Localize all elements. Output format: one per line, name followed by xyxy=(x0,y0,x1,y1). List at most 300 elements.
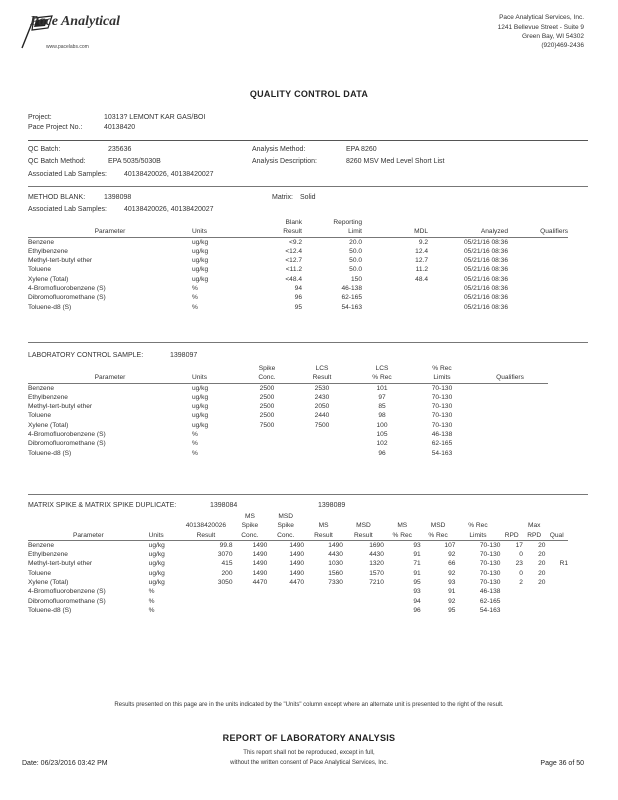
cell-spike-conc: 7500 xyxy=(259,421,275,429)
project-number-label: Pace Project No.: xyxy=(28,124,83,131)
header-lcs-rec: LCS xyxy=(375,365,389,372)
cell-qual xyxy=(545,587,568,596)
header-max: Max xyxy=(527,522,541,530)
header-result: Result xyxy=(196,531,216,539)
table-row xyxy=(28,393,548,402)
table-row xyxy=(28,449,548,458)
cell-units: ug/kg xyxy=(192,247,209,255)
cell-lcs-result xyxy=(292,449,352,458)
cell-analyzed: 05/21/16 08:36 xyxy=(464,266,508,274)
qc-method-label: QC Batch Method: xyxy=(28,158,86,165)
cell-reporting-limit: 20.0 xyxy=(349,238,362,246)
cell-reporting-limit: 50.0 xyxy=(349,257,362,265)
cell-limits: 46-138 xyxy=(479,588,501,596)
cell-ms-result: 1030 xyxy=(328,560,343,568)
cell-rpd xyxy=(500,597,523,606)
matrix-label: Matrix: xyxy=(272,194,293,201)
header-reporting: Reporting xyxy=(333,219,362,226)
cell-msd-rec: 107 xyxy=(444,541,456,549)
cell-ms-result: 7330 xyxy=(328,579,343,587)
header-pct-rec: % Rec xyxy=(372,374,392,382)
cell-msd-spike xyxy=(267,606,304,615)
header-qual: Qual xyxy=(549,531,564,539)
cell-msd-spike xyxy=(267,597,304,606)
cell-units: ug/kg xyxy=(192,266,209,274)
cell-blank-result: <12.4 xyxy=(285,247,302,255)
cell-ms-spike xyxy=(233,606,268,615)
cell-max-rpd: 20 xyxy=(538,579,546,587)
header-rec: % Rec xyxy=(432,365,452,372)
lcs-table xyxy=(28,364,548,458)
cell-reporting-limit: 150 xyxy=(350,275,362,283)
divider xyxy=(28,342,588,343)
cell-limits: 62-165 xyxy=(431,440,453,448)
table-header-row xyxy=(28,521,568,530)
cell-qualifiers xyxy=(472,383,548,393)
table-row xyxy=(28,597,568,606)
cell-lcs-rec: 85 xyxy=(378,403,386,411)
page-number: Page 36 of 50 xyxy=(540,760,584,767)
cell-limits: 46-138 xyxy=(431,431,453,439)
cell-ms-spike xyxy=(233,597,268,606)
cell-ms-rec: 95 xyxy=(413,579,421,587)
cell-lcs-rec: 97 xyxy=(378,393,386,401)
analysis-method-value: EPA 8260 xyxy=(346,146,377,153)
header-parameter: Parameter xyxy=(72,531,104,539)
cell-qualifiers xyxy=(508,293,568,302)
cell-mdl: 11.2 xyxy=(415,266,428,274)
msd-table xyxy=(28,512,568,615)
cell-sample-result xyxy=(179,587,232,596)
cell-mdl: 48.4 xyxy=(415,275,428,283)
cell-ms-result: 1490 xyxy=(328,541,343,549)
cell-msd-result: 1570 xyxy=(369,569,384,577)
cell-blank-result: <48.4 xyxy=(285,275,302,283)
cell-qualifiers xyxy=(508,256,568,265)
cell-limits: 54-163 xyxy=(479,606,501,614)
cell-units: ug/kg xyxy=(148,569,165,577)
cell-units: % xyxy=(148,597,155,605)
cell-units: ug/kg xyxy=(192,275,209,283)
cell-max-rpd: 20 xyxy=(538,560,546,568)
header-parameter: Parameter xyxy=(94,228,126,236)
table-header-row xyxy=(28,364,548,373)
table-row xyxy=(28,303,568,312)
cell-units: % xyxy=(192,294,198,302)
cell-lcs-rec: 102 xyxy=(376,440,388,448)
address-line: Pace Analytical Services, Inc. xyxy=(499,14,584,21)
cell-rpd: 17 xyxy=(515,541,523,549)
cell-units: ug/kg xyxy=(148,579,165,587)
header-rec: % Rec xyxy=(468,522,488,530)
cell-limits: 70-130 xyxy=(479,541,501,549)
cell-qualifiers xyxy=(508,275,568,284)
cell-analyzed: 05/21/16 08:36 xyxy=(464,257,508,265)
cell-lcs-rec: 98 xyxy=(378,412,386,420)
cell-units: ug/kg xyxy=(192,384,209,392)
cell-reporting-limit: 54-163 xyxy=(341,303,362,311)
table-header-row xyxy=(28,512,568,521)
header-units: Units xyxy=(192,228,208,236)
cell-mdl: 9.2 xyxy=(418,238,428,246)
cell-msd-spike: 1490 xyxy=(289,560,305,568)
cell-units: ug/kg xyxy=(148,541,165,549)
table-row xyxy=(28,237,568,247)
cell-limits: 70-130 xyxy=(431,421,453,429)
cell-qualifiers xyxy=(472,430,548,439)
cell-blank-result: <12.7 xyxy=(285,257,302,265)
header-rpd: RPD xyxy=(504,531,519,539)
header-ms-rec: MS xyxy=(397,522,408,530)
cell-units: ug/kg xyxy=(192,403,209,411)
cell-mdl xyxy=(362,284,428,293)
cell-parameter: Xylene (Total) xyxy=(28,579,69,587)
cell-sample-result: 200 xyxy=(221,569,233,577)
cell-qualifiers xyxy=(508,265,568,274)
cell-limits: 70-130 xyxy=(431,393,453,401)
cell-limits: 70-130 xyxy=(431,384,453,392)
cell-msd-result: 4430 xyxy=(369,551,384,559)
cell-qual xyxy=(545,606,568,615)
cell-ms-spike: 1490 xyxy=(252,551,268,559)
cell-blank-result: 94 xyxy=(294,285,302,293)
project-number-value: 40138420 xyxy=(104,124,136,131)
cell-units: % xyxy=(192,285,198,293)
page-title: QUALITY CONTROL DATA xyxy=(249,89,369,99)
table-header-row xyxy=(28,531,568,541)
cell-units: ug/kg xyxy=(192,421,209,429)
header-max-rpd: RPD xyxy=(527,531,542,539)
cell-limits: 70-130 xyxy=(479,560,501,568)
cell-analyzed: 05/21/16 08:36 xyxy=(464,238,508,246)
header-result: Result xyxy=(283,228,302,236)
logo-url: www.pacelabs.com xyxy=(46,44,89,50)
cell-units: ug/kg xyxy=(192,238,209,246)
table-row xyxy=(28,606,568,615)
cell-parameter: Dibromofluoromethane (S) xyxy=(28,597,106,605)
cell-mdl: 12.4 xyxy=(415,247,428,255)
qc-batch-label: QC Batch: xyxy=(28,146,61,153)
table-header-row xyxy=(28,227,568,237)
header-pct-rec: % Rec xyxy=(428,531,448,539)
cell-parameter: Methyl-tert-butyl ether xyxy=(28,257,93,265)
header-msd-result: MSD xyxy=(356,522,371,530)
cell-ms-rec: 91 xyxy=(413,551,421,559)
assoc-value: 40138420026, 40138420027 xyxy=(124,171,214,178)
cell-spike-conc xyxy=(242,430,292,439)
header-result: Result xyxy=(354,531,373,539)
cell-parameter: Toluene-d8 (S) xyxy=(28,303,72,311)
cell-sample-result: 415 xyxy=(221,560,233,568)
cell-lcs-rec: 100 xyxy=(376,421,388,429)
cell-qualifiers xyxy=(472,439,548,448)
cell-ms-rec: 93 xyxy=(413,541,421,549)
cell-msd-rec: 92 xyxy=(448,551,456,559)
cell-rpd: 0 xyxy=(519,551,523,559)
cell-analyzed: 05/21/16 08:36 xyxy=(464,285,508,293)
cell-blank-result: <9.2 xyxy=(288,238,302,246)
header-qualifiers: Qualifiers xyxy=(496,374,524,382)
divider xyxy=(28,494,588,495)
header-ms-result: MS xyxy=(318,522,329,530)
address-line: Green Bay, WI 54302 xyxy=(521,33,584,40)
cell-ms-rec: 91 xyxy=(413,569,421,577)
cell-sample-result xyxy=(179,606,232,615)
cell-units: ug/kg xyxy=(148,551,165,559)
cell-qualifiers xyxy=(508,284,568,293)
cell-parameter: 4-Bromofluorobenzene (S) xyxy=(28,285,106,293)
cell-spike-conc xyxy=(242,449,292,458)
table-row xyxy=(28,550,568,559)
cell-msd-spike: 1490 xyxy=(289,551,305,559)
cell-parameter: Toluene-d8 (S) xyxy=(28,606,72,614)
cell-ms-result: 4430 xyxy=(328,551,343,559)
cell-qualifiers xyxy=(472,411,548,420)
table-header-row xyxy=(28,218,568,227)
cell-parameter: Xylene (Total) xyxy=(28,275,69,283)
cell-ms-result xyxy=(304,597,343,606)
cell-ms-rec: 71 xyxy=(413,560,421,568)
cell-rpd xyxy=(500,587,523,596)
cell-msd-result xyxy=(343,587,384,596)
qc-method-value: EPA 5035/5030B xyxy=(108,158,161,165)
cell-parameter: Toluene xyxy=(28,266,52,274)
table-row xyxy=(28,540,568,550)
cell-parameter: Methyl-tert-butyl ether xyxy=(28,560,93,568)
cell-spike-conc: 2500 xyxy=(259,393,275,401)
msd-id: 1398089 xyxy=(318,502,346,509)
cell-max-rpd: 20 xyxy=(538,569,546,577)
cell-msd-rec: 66 xyxy=(448,560,456,568)
cell-qualifiers xyxy=(508,247,568,256)
cell-analyzed: 05/21/16 08:36 xyxy=(464,247,508,255)
cell-lcs-result: 2050 xyxy=(314,403,330,411)
method-blank-table xyxy=(28,218,568,312)
cell-msd-spike: 1490 xyxy=(289,541,305,549)
header-units: Units xyxy=(148,531,164,539)
method-blank-id: 1398098 xyxy=(104,194,132,201)
cell-qual xyxy=(545,578,568,587)
table-row xyxy=(28,559,568,568)
cell-rpd xyxy=(500,606,523,615)
cell-analyzed: 05/21/16 08:36 xyxy=(464,275,508,283)
cell-max-rpd: 20 xyxy=(538,541,546,549)
cell-lcs-result: 7500 xyxy=(314,421,330,429)
cell-qual xyxy=(545,569,568,578)
cell-parameter: Toluene xyxy=(28,569,52,577)
header-blank: Blank xyxy=(285,219,302,226)
cell-reporting-limit: 62-165 xyxy=(341,294,362,302)
cell-ms-spike: 1490 xyxy=(252,569,268,577)
cell-lcs-rec: 96 xyxy=(378,449,386,457)
address-line: 1241 Bellevue Street - Suite 9 xyxy=(497,24,584,31)
ms-id: 1398084 xyxy=(210,502,238,509)
cell-blank-result: 96 xyxy=(294,294,302,302)
cell-rpd: 2 xyxy=(519,579,523,587)
header-limits: Limits xyxy=(469,531,487,539)
cell-msd-spike: 1490 xyxy=(289,569,305,577)
cell-parameter: Ethylbenzene xyxy=(28,247,68,255)
lcs-id: 1398097 xyxy=(170,352,198,359)
cell-parameter: Xylene (Total) xyxy=(28,421,69,429)
qc-batch-value: 235636 xyxy=(108,146,132,153)
table-row xyxy=(28,383,548,393)
header-msd: MSD xyxy=(278,513,294,520)
table-row xyxy=(28,411,548,420)
cell-units: ug/kg xyxy=(192,412,209,420)
cell-msd-spike: 4470 xyxy=(289,579,305,587)
header-qualifiers: Qualifiers xyxy=(540,228,568,236)
table-row xyxy=(28,256,568,265)
cell-limits: 70-130 xyxy=(431,412,453,420)
report-date: Date: 06/23/2016 03:42 PM xyxy=(22,760,108,767)
cell-ms-result: 1560 xyxy=(328,569,343,577)
cell-lcs-rec: 105 xyxy=(376,431,388,439)
header-parameter: Parameter xyxy=(94,374,126,382)
header-lcs: LCS xyxy=(315,365,329,372)
cell-spike-conc xyxy=(242,439,292,448)
cell-units: % xyxy=(192,303,198,311)
header-spike: Spike xyxy=(258,365,276,372)
assoc-label: Associated Lab Samples: xyxy=(28,171,107,178)
cell-msd-result xyxy=(343,606,384,615)
cell-msd-rec: 91 xyxy=(448,588,456,596)
cell-ms-spike: 1490 xyxy=(252,560,268,568)
header-pct-rec: % Rec xyxy=(392,531,412,539)
logo-text: Pace Analytical xyxy=(30,14,121,29)
header-msd-spike: Spike xyxy=(277,522,294,530)
cell-sample-result: 3050 xyxy=(217,579,233,587)
header-limit: Limit xyxy=(348,228,362,236)
units-note: Results presented on this page are in the units indicated by the "Units" column except where an alternate unit is presented to the right of the result. xyxy=(114,702,504,708)
cell-spike-conc: 2500 xyxy=(259,384,275,392)
cell-max-rpd xyxy=(523,597,546,606)
address-line: (920)469-2436 xyxy=(541,42,584,49)
cell-units: % xyxy=(148,588,155,596)
cell-mdl xyxy=(362,303,428,312)
cell-msd-rec: 92 xyxy=(448,569,456,577)
cell-ms-result xyxy=(304,606,343,615)
cell-parameter: 4-Bromofluorobenzene (S) xyxy=(28,588,106,596)
header-conc: Conc. xyxy=(258,374,276,382)
cell-mdl: 12.7 xyxy=(415,257,428,265)
cell-qualifiers xyxy=(508,237,568,247)
table-row xyxy=(28,293,568,302)
cell-qual: R1 xyxy=(559,560,568,568)
cell-units: % xyxy=(192,449,198,457)
cell-sample-result: 99.8 xyxy=(219,541,233,549)
cell-units: % xyxy=(192,431,198,439)
cell-units: ug/kg xyxy=(192,257,209,265)
table-row xyxy=(28,275,568,284)
cell-units: % xyxy=(148,606,155,614)
cell-msd-rec: 95 xyxy=(448,606,456,614)
table-row xyxy=(28,265,568,274)
cell-parameter: Ethylbenzene xyxy=(28,393,68,401)
cell-parameter: Benzene xyxy=(28,238,55,246)
cell-mdl xyxy=(362,293,428,302)
table-row xyxy=(28,247,568,256)
cell-rpd: 23 xyxy=(515,560,523,568)
header-ms: MS xyxy=(244,513,255,520)
header-result: Result xyxy=(314,531,333,539)
cell-limits: 54-163 xyxy=(431,449,453,457)
cell-ms-rec: 94 xyxy=(413,597,421,605)
cell-parameter: Toluene-d8 (S) xyxy=(28,449,72,457)
cell-msd-rec: 93 xyxy=(448,579,456,587)
cell-blank-result: 95 xyxy=(294,303,302,311)
analysis-desc-label: Analysis Description: xyxy=(252,158,317,165)
table-row xyxy=(28,587,568,596)
cell-parameter: Dibromofluoromethane (S) xyxy=(28,294,106,302)
cell-lcs-result: 2440 xyxy=(314,412,330,420)
header-analyzed: Analyzed xyxy=(480,228,508,236)
cell-ms-rec: 93 xyxy=(413,588,421,596)
table-row xyxy=(28,569,568,578)
cell-qualifiers xyxy=(508,303,568,312)
table-row xyxy=(28,439,548,448)
cell-units: % xyxy=(192,440,198,448)
report-title: REPORT OF LABORATORY ANALYSIS xyxy=(222,733,396,743)
cell-qualifiers xyxy=(472,421,548,430)
cell-parameter: Benzene xyxy=(28,384,55,392)
cell-parameter: Benzene xyxy=(28,541,55,549)
cell-ms-spike xyxy=(233,587,268,596)
header-limits: Limits xyxy=(433,374,451,382)
cell-qualifiers xyxy=(472,393,548,402)
cell-msd-result: 7210 xyxy=(369,579,384,587)
cell-parameter: Methyl-tert-butyl ether xyxy=(28,403,93,411)
header-conc: Conc. xyxy=(277,531,295,539)
cell-sample-result xyxy=(179,597,232,606)
cell-limits: 62-165 xyxy=(479,597,501,605)
analysis-method-label: Analysis Method: xyxy=(252,146,306,153)
cell-max-rpd xyxy=(523,587,546,596)
cell-analyzed: 05/21/16 08:36 xyxy=(464,294,508,302)
table-row xyxy=(28,430,548,439)
cell-blank-result: <11.2 xyxy=(285,266,302,274)
cell-msd-result xyxy=(343,597,384,606)
matrix-value: Solid xyxy=(300,194,316,201)
divider xyxy=(28,140,588,141)
method-blank-label: METHOD BLANK: xyxy=(28,194,86,201)
lcs-label: LABORATORY CONTROL SAMPLE: xyxy=(28,352,144,359)
cell-lcs-result xyxy=(292,439,352,448)
assoc-label: Associated Lab Samples: xyxy=(28,206,107,213)
cell-reporting-limit: 46-138 xyxy=(341,285,362,293)
table-row xyxy=(28,578,568,587)
cell-msd-result: 1320 xyxy=(369,560,384,568)
cell-ms-rec: 96 xyxy=(413,606,421,614)
cell-sample-result: 3070 xyxy=(217,551,233,559)
cell-msd-result: 1690 xyxy=(369,541,384,549)
header-sample-id: 40138420026 xyxy=(185,522,227,530)
cell-units: ug/kg xyxy=(148,560,165,568)
cell-ms-result xyxy=(304,587,343,596)
msd-label: MATRIX SPIKE & MATRIX SPIKE DUPLICATE: xyxy=(28,502,177,509)
cell-ms-spike: 4470 xyxy=(252,579,268,587)
cell-qualifiers xyxy=(472,402,548,411)
cell-analyzed: 05/21/16 08:36 xyxy=(464,303,508,311)
cell-limits: 70-130 xyxy=(479,551,501,559)
cell-spike-conc: 2500 xyxy=(259,403,275,411)
cell-reporting-limit: 50.0 xyxy=(349,266,362,274)
cell-limits: 70-130 xyxy=(479,579,501,587)
cell-qual xyxy=(545,550,568,559)
cell-qual xyxy=(545,540,568,550)
assoc-value: 40138420026, 40138420027 xyxy=(124,206,214,213)
cell-qual xyxy=(545,597,568,606)
